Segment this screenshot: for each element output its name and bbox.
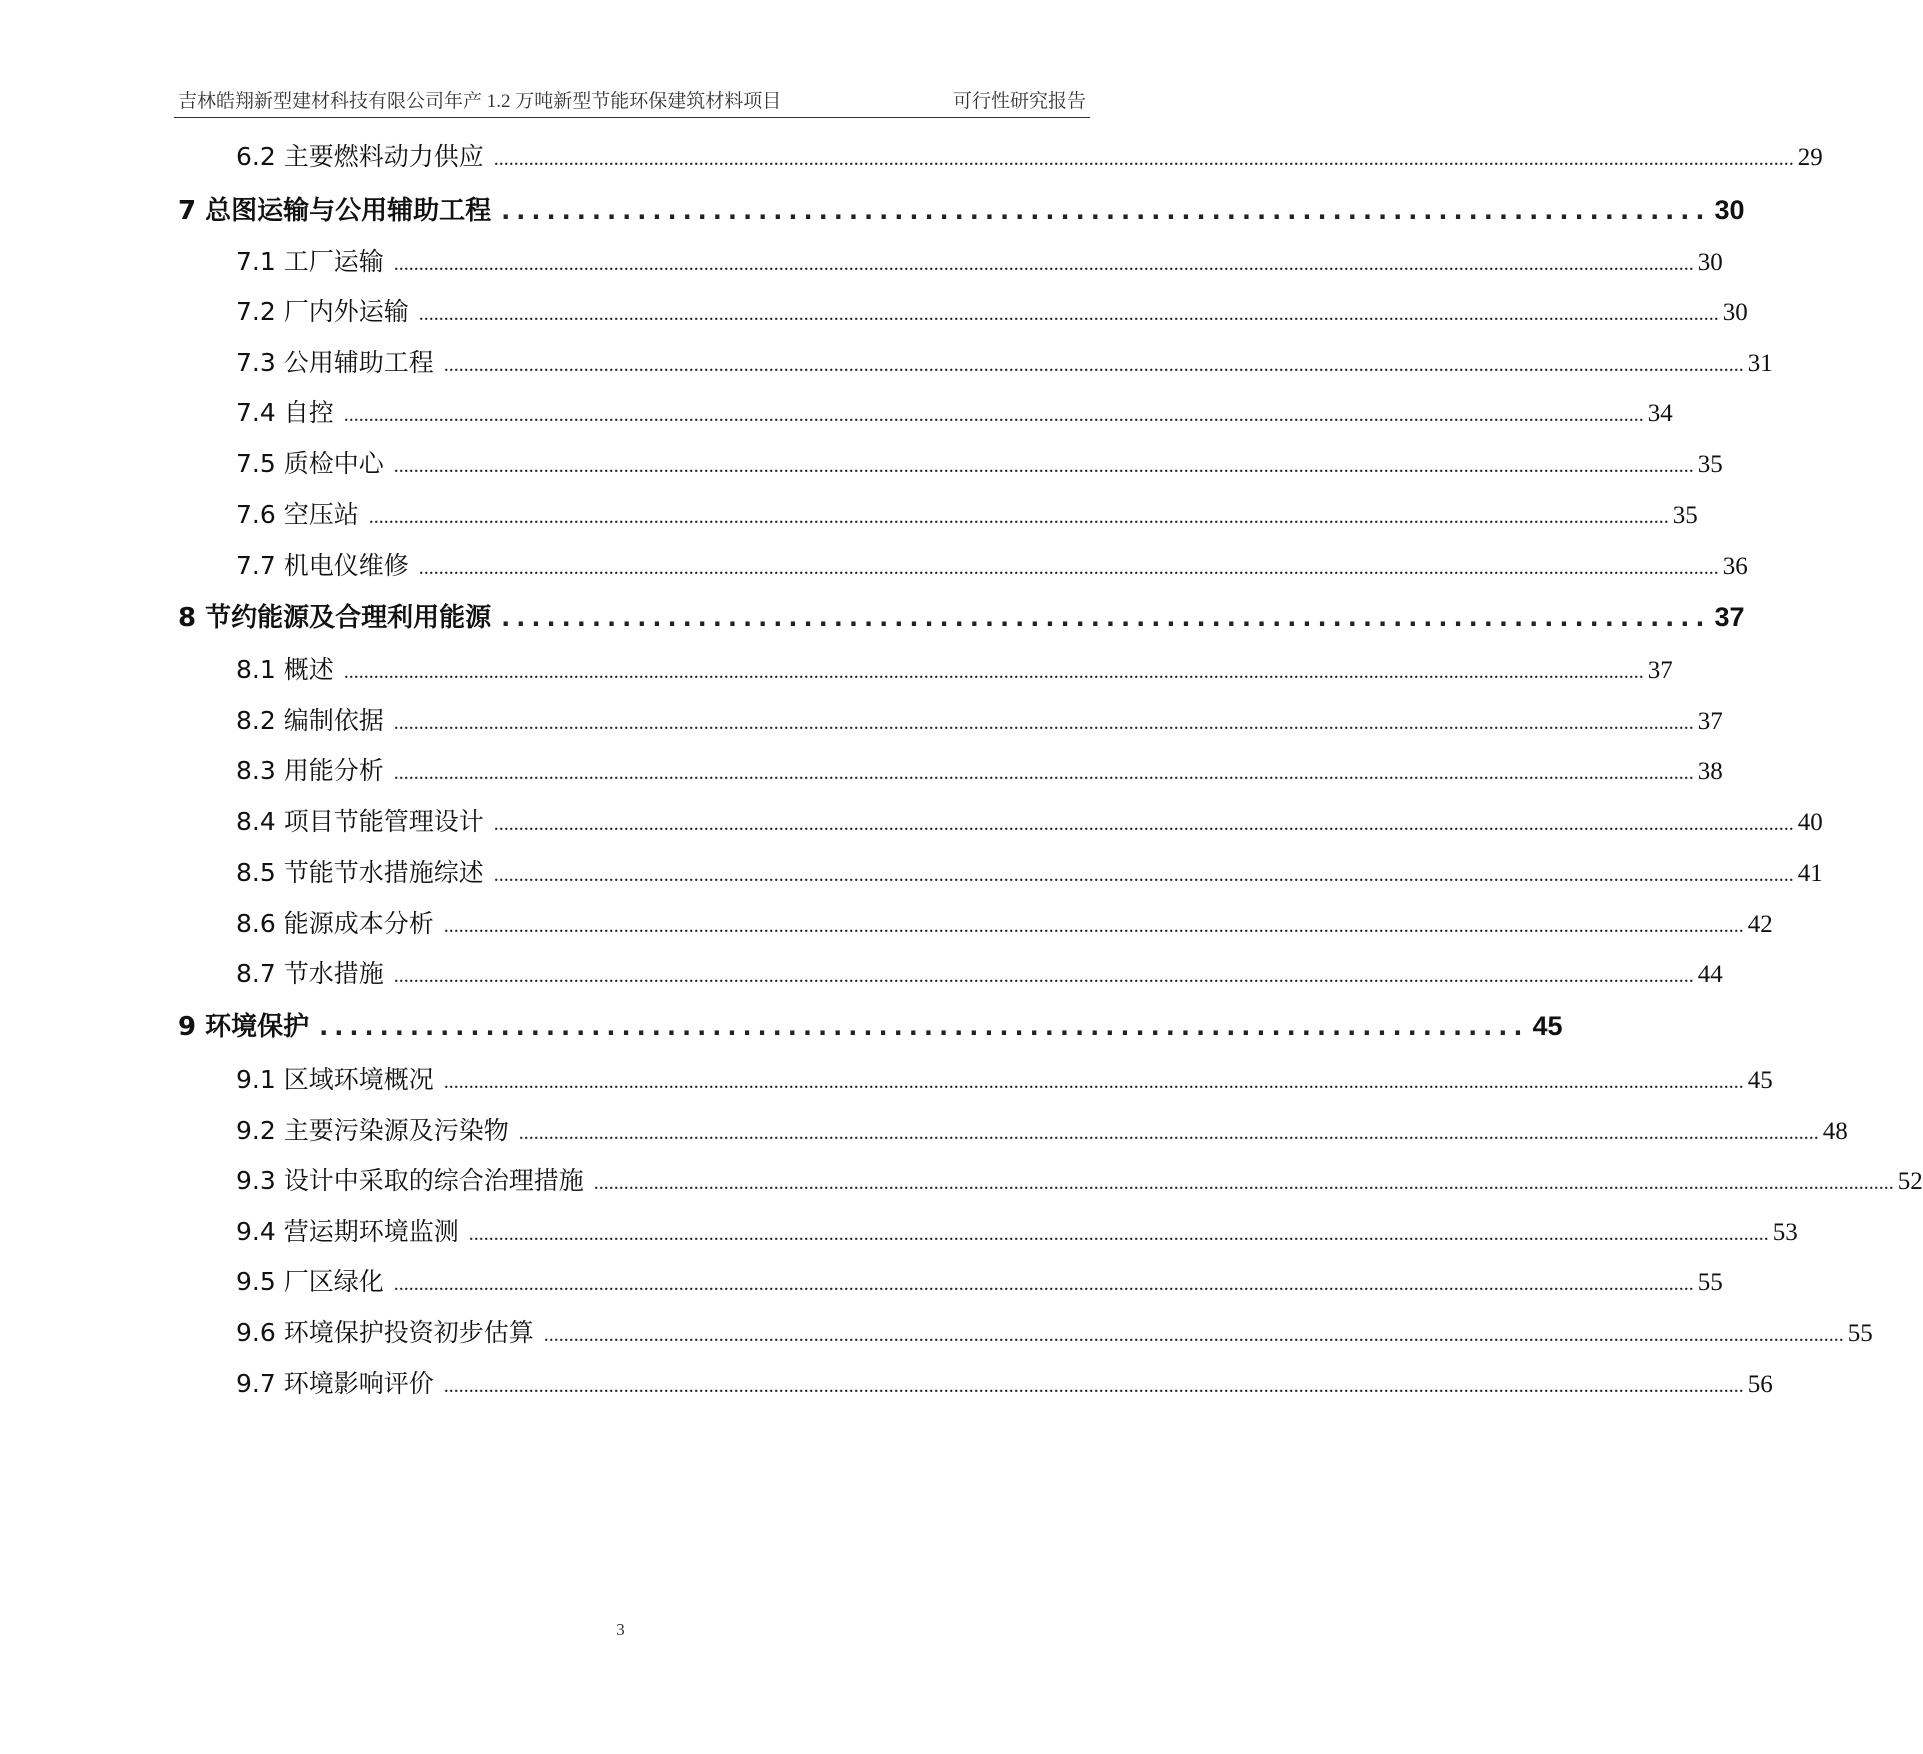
toc-dot-leader: .................................................................................................................................................................................................................................................................... — [393, 965, 1694, 987]
toc-entry-title: 9.2 主要污染源及污染物 — [236, 1116, 509, 1145]
toc-section-entry[interactable] — [236, 495, 1698, 535]
toc-entry-title: 9.3 设计中采取的综合治理措施 — [236, 1166, 584, 1195]
toc-dot-leader: ................................................................................ — [319, 1013, 1529, 1041]
toc-section-entry[interactable] — [236, 137, 1823, 177]
toc-dot-leader: .................................................................................................................................................................................................................................................................... — [418, 557, 1719, 579]
toc-dot-leader: .................................................................................................................................................................................................................................................................... — [493, 813, 1794, 835]
toc-entry-page: 55 — [1697, 1269, 1723, 1296]
toc-entry-title: 9.1 区域环境概况 — [236, 1065, 434, 1094]
toc-section-entry[interactable] — [236, 1161, 1923, 1201]
toc-entry-page: 48 — [1822, 1118, 1848, 1145]
toc-entry-page: 38 — [1697, 758, 1723, 785]
header-project-title: 吉林皓翔新型建材科技有限公司年产 1.2 万吨新型节能环保建筑材料项目 — [178, 91, 782, 112]
toc-entry-title: 8.4 项目节能管理设计 — [236, 807, 484, 836]
toc-entry-page: 34 — [1647, 400, 1673, 427]
toc-dot-leader: ................................................................................ — [501, 604, 1711, 632]
toc-entry-title: 7.1 工厂运输 — [236, 247, 384, 276]
toc-dot-leader: .................................................................................................................................................................................................................................................................... — [393, 762, 1694, 784]
toc-entry-title: 7.3 公用辅助工程 — [236, 348, 434, 377]
toc-entry-page: 56 — [1747, 1371, 1773, 1398]
toc-section-entry[interactable] — [236, 1060, 1773, 1100]
toc-section-entry[interactable] — [236, 1212, 1798, 1252]
toc-dot-leader: .................................................................................................................................................................................................................................................................... — [418, 303, 1719, 325]
toc-entry-title: 8.2 编制依据 — [236, 706, 384, 735]
toc-section-entry[interactable] — [236, 1364, 1773, 1404]
toc-section-entry[interactable] — [236, 1111, 1848, 1151]
toc-section-entry[interactable] — [236, 292, 1748, 332]
toc-dot-leader: .................................................................................................................................................................................................................................................................... — [493, 148, 1794, 170]
toc-section-entry[interactable] — [236, 701, 1723, 741]
toc-entry-page: 30 — [1714, 195, 1745, 225]
toc-dot-leader: .................................................................................................................................................................................................................................................................... — [493, 864, 1794, 886]
toc-dot-leader: .................................................................................................................................................................................................................................................................... — [368, 506, 1669, 528]
toc-entry-title: 9.4 营运期环境监测 — [236, 1217, 459, 1246]
toc-entry-title: 7.4 自控 — [236, 398, 334, 427]
toc-section-entry[interactable] — [236, 242, 1723, 282]
toc-dot-leader: .................................................................................................................................................................................................................................................................... — [543, 1324, 1844, 1346]
toc-entry-page: 40 — [1797, 809, 1823, 836]
toc-chapter-entry[interactable] — [178, 190, 1745, 230]
toc-section-entry[interactable] — [236, 853, 1823, 893]
toc-entry-page: 30 — [1697, 249, 1723, 276]
toc-entry-title: 7.6 空压站 — [236, 500, 359, 529]
toc-entry-page: 37 — [1714, 602, 1745, 632]
toc-section-entry[interactable] — [236, 1313, 1873, 1353]
toc-section-entry[interactable] — [236, 1262, 1723, 1302]
toc-dot-leader: .................................................................................................................................................................................................................................................................... — [393, 253, 1694, 275]
page-number: 3 — [616, 1620, 625, 1639]
toc-dot-leader: .................................................................................................................................................................................................................................................................... — [393, 1273, 1694, 1295]
toc-dot-leader: ................................................................................ — [501, 197, 1711, 225]
toc-chapter-entry[interactable] — [178, 597, 1745, 637]
toc-dot-leader: .................................................................................................................................................................................................................................................................... — [393, 712, 1694, 734]
toc-entry-title: 6.2 主要燃料动力供应 — [236, 142, 484, 171]
toc-entry-title: 9.7 环境影响评价 — [236, 1369, 434, 1398]
toc-entry-page: 31 — [1747, 350, 1773, 377]
toc-entry-title: 7.2 厂内外运输 — [236, 297, 409, 326]
toc-entry-page: 44 — [1697, 961, 1723, 988]
toc-entry-page: 45 — [1532, 1011, 1563, 1041]
toc-dot-leader: .................................................................................................................................................................................................................................................................... — [593, 1172, 1894, 1194]
toc-entry-title: 9.6 环境保护投资初步估算 — [236, 1318, 534, 1347]
toc-entry-page: 42 — [1747, 911, 1773, 938]
toc-entry-page: 55 — [1847, 1320, 1873, 1347]
toc-section-entry[interactable] — [236, 393, 1673, 433]
toc-section-entry[interactable] — [236, 802, 1823, 842]
toc-entry-page: 35 — [1697, 451, 1723, 478]
toc-entry-page: 41 — [1797, 860, 1823, 887]
toc-dot-leader: .................................................................................................................................................................................................................................................................... — [393, 455, 1694, 477]
toc-entry-title: 9 环境保护 — [178, 1012, 310, 1042]
toc-entry-page: 35 — [1672, 502, 1698, 529]
toc-entry-page: 37 — [1647, 657, 1673, 684]
toc-section-entry[interactable] — [236, 751, 1723, 791]
toc-entry-title: 8.3 用能分析 — [236, 756, 384, 785]
toc-section-entry[interactable] — [236, 904, 1773, 944]
toc-entry-title: 8.5 节能节水措施综述 — [236, 858, 484, 887]
toc-entry-title: 8.6 能源成本分析 — [236, 909, 434, 938]
toc-entry-page: 36 — [1722, 553, 1748, 580]
toc-dot-leader: .................................................................................................................................................................................................................................................................... — [443, 915, 1744, 937]
toc-chapter-entry[interactable] — [178, 1006, 1563, 1046]
toc-entry-title: 7.5 质检中心 — [236, 449, 384, 478]
toc-section-entry[interactable] — [236, 444, 1723, 484]
header-report-type: 可行性研究报告 — [952, 91, 1086, 112]
toc-entry-title: 7.7 机电仪维修 — [236, 551, 409, 580]
toc-entry-title: 8 节约能源及合理利用能源 — [178, 603, 492, 633]
toc-dot-leader: .................................................................................................................................................................................................................................................................... — [443, 354, 1744, 376]
toc-entry-page: 52 — [1897, 1168, 1923, 1195]
toc-dot-leader: .................................................................................................................................................................................................................................................................... — [468, 1223, 1769, 1245]
toc-section-entry[interactable] — [236, 650, 1673, 690]
toc-entry-title: 7 总图运输与公用辅助工程 — [178, 196, 492, 226]
toc-entry-title: 8.7 节水措施 — [236, 959, 384, 988]
toc-dot-leader: .................................................................................................................................................................................................................................................................... — [518, 1122, 1819, 1144]
toc-dot-leader: .................................................................................................................................................................................................................................................................... — [443, 1375, 1744, 1397]
toc-entry-page: 45 — [1747, 1067, 1773, 1094]
toc-entry-page: 30 — [1722, 299, 1748, 326]
toc-entry-title: 8.1 概述 — [236, 655, 334, 684]
toc-dot-leader: .................................................................................................................................................................................................................................................................... — [343, 661, 1644, 683]
toc-section-entry[interactable] — [236, 343, 1773, 383]
toc-entry-page: 53 — [1772, 1219, 1798, 1246]
toc-entry-page: 37 — [1697, 708, 1723, 735]
toc-dot-leader: .................................................................................................................................................................................................................................................................... — [443, 1071, 1744, 1093]
toc-entry-title: 9.5 厂区绿化 — [236, 1267, 384, 1296]
toc-entry-page: 29 — [1797, 144, 1823, 171]
toc-section-entry[interactable] — [236, 546, 1748, 586]
toc-section-entry[interactable] — [236, 954, 1723, 994]
toc-dot-leader: .................................................................................................................................................................................................................................................................... — [343, 404, 1644, 426]
